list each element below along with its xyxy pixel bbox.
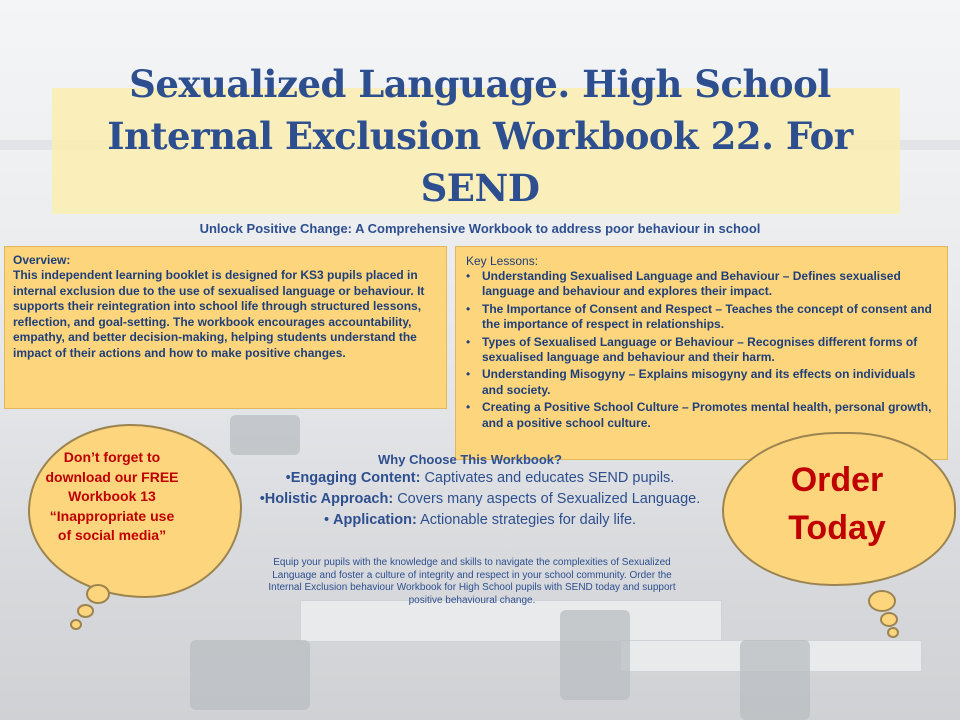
background-chair bbox=[740, 640, 810, 720]
cloud-bubble bbox=[868, 590, 896, 612]
key-lessons-box bbox=[455, 246, 948, 460]
page-title: Sexualized Language. High School Internal Exclusion Workbook 22. For SEND bbox=[107, 62, 853, 210]
cloud-bubble bbox=[70, 619, 82, 630]
call-to-action-text: Equip your pupils with the knowledge and skills to navigate the complexities of Sexualized Language and foster a culture of integrity and respect in your school community. Order the Internal Exclusion behaviour Workbook for High School pupils with SEND today and support positive behavioural change. bbox=[268, 557, 676, 606]
key-lessons-heading: Key Lessons: bbox=[466, 254, 539, 268]
why-item-label: Application: bbox=[333, 512, 417, 528]
background-chair bbox=[560, 610, 630, 700]
list-item: • Understanding Sexualised Language and Behaviour – Defines sexualised language and behaviour and explores their impact. bbox=[482, 269, 937, 300]
why-item: • Application: Actionable strategies for daily life. bbox=[323, 512, 637, 528]
order-today-button[interactable]: Order Today bbox=[788, 461, 886, 547]
why-item-text: Covers many aspects of Sexualized Language. bbox=[397, 491, 701, 507]
why-item-label: Holistic Approach: bbox=[264, 491, 394, 507]
why-item-text: Captivates and educates SEND pupils. bbox=[424, 470, 675, 486]
overview-heading: Overview: bbox=[13, 253, 71, 267]
why-list bbox=[220, 468, 740, 531]
key-lessons-list bbox=[466, 269, 937, 431]
cloud-bubble bbox=[880, 612, 898, 627]
list-item: • Types of Sexualised Language or Behaviour – Recognises different forms of sexualised language and behaviour and their harm. bbox=[482, 335, 937, 366]
cloud-bubble bbox=[887, 627, 899, 638]
list-item: • The Importance of Consent and Respect – Teaches the concept of consent and the importance of respect in relationships. bbox=[482, 302, 937, 333]
overview-text: This independent learning booklet is designed for KS3 pupils placed in internal exclusion due to the use of sexualised language or behaviour. It supports their reintegration into school life through structured lessons, reflection, and goal-setting. The workbook encourages accountability, empathy, and better decision-making, helping students understand the impact of their actions and how to make positive changes. bbox=[13, 268, 425, 360]
why-item-text: Actionable strategies for daily life. bbox=[420, 512, 637, 528]
cloud-bubble bbox=[77, 604, 94, 618]
cloud-bubble bbox=[86, 584, 110, 604]
overview-box bbox=[4, 246, 447, 409]
why-heading: Why Choose This Workbook? bbox=[378, 452, 562, 467]
why-item-label: Engaging Content: bbox=[290, 470, 421, 486]
background-chair bbox=[190, 640, 310, 710]
why-item: •Holistic Approach: Covers many aspects of Sexualized Language. bbox=[259, 491, 701, 507]
background-chair bbox=[230, 415, 300, 455]
list-item: • Creating a Positive School Culture – Promotes mental health, personal growth, and a positive school culture. bbox=[482, 400, 937, 431]
free-workbook-callout[interactable]: Don’t forget to download our FREE Workbook 13 “Inappropriate use of social media” bbox=[45, 449, 179, 543]
list-item: • Understanding Misogyny – Explains misogyny and its effects on individuals and society. bbox=[482, 367, 937, 398]
why-item: •Engaging Content: Captivates and educates SEND pupils. bbox=[285, 470, 675, 486]
subtitle: Unlock Positive Change: A Comprehensive Workbook to address poor behaviour in school bbox=[199, 221, 761, 236]
